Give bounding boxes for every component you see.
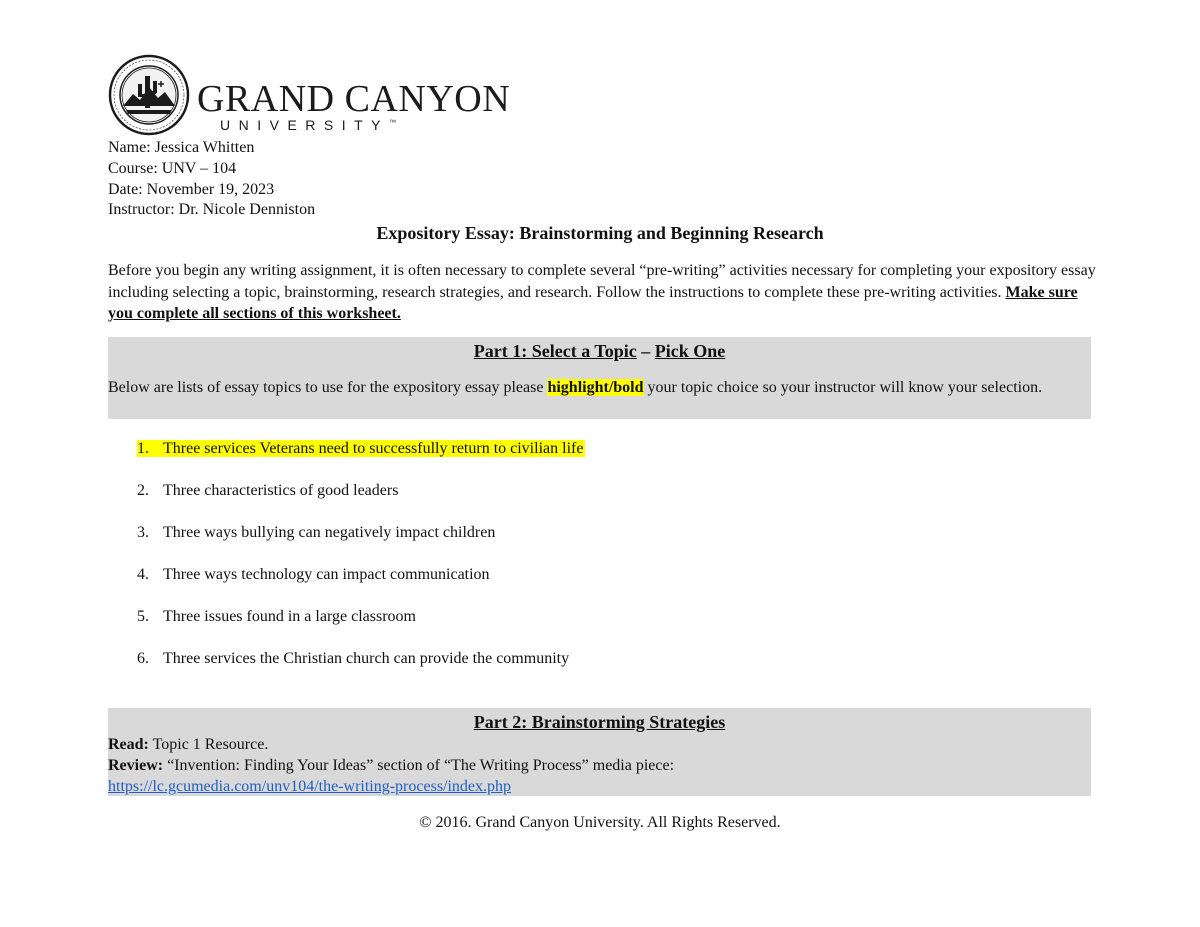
topic-text: Three characteristics of good leaders <box>163 482 399 499</box>
review-label: Review: <box>108 757 164 774</box>
review-text: “Invention: Finding Your Ideas” section of “The Writing Process” media piece: <box>163 757 675 774</box>
part2-section <box>108 708 1091 796</box>
topic-number: 2. <box>137 482 149 499</box>
topic-text: Three ways bullying can negatively impact children <box>163 524 496 541</box>
topic-list <box>137 438 585 690</box>
copyright-footer: © 2016. Grand Canyon University. All Rights Reserved. <box>419 814 781 831</box>
intro-text: Before you begin any writing assignment, it is often necessary to complete several “pre-writing” activities necessary for completing your expository essay including selecting a topic, brainstorming, research strategies, and research. Follow the instructions to complete these pre-writing activities. <box>108 262 1096 301</box>
part1-section <box>108 337 1091 419</box>
part1-heading-pick: Pick One <box>654 341 726 361</box>
date: Date: November 19, 2023 <box>108 180 275 198</box>
part2-heading <box>108 710 1091 734</box>
part1-description <box>108 377 1091 398</box>
part1-desc-before: Below are lists of essay topics to use for the expository essay please <box>108 379 548 396</box>
topic-item-3 <box>137 522 585 564</box>
part1-heading-sep: – <box>636 341 655 361</box>
topic-text: Three ways technology can impact communication <box>163 566 490 583</box>
topic-item-6 <box>137 648 585 690</box>
part1-heading-main: Part 1: Select a Topic <box>473 341 637 361</box>
topic-number: 1. <box>137 440 149 457</box>
writing-process-link[interactable]: https://lc.gcumedia.com/unv104/the-writing-process/index.php <box>108 778 512 795</box>
wordmark-title: GRAND CANYON <box>197 78 511 120</box>
part1-desc-highlight: highlight/bold <box>547 379 644 396</box>
document-title: Expository Essay: Brainstorming and Beginning Research <box>376 223 824 243</box>
topic-text: Three services the Christian church can provide the community <box>163 650 570 667</box>
topic-item-5 <box>137 606 585 648</box>
part1-heading <box>108 339 1091 363</box>
read-text: Topic 1 Resource. <box>148 736 269 753</box>
link-line <box>108 776 1091 797</box>
instructor: Instructor: Dr. Nicole Denniston <box>108 201 316 219</box>
gcu-seal-icon <box>108 54 190 136</box>
review-line <box>108 755 1091 776</box>
intro-emphasis: Make sure you complete all sections of this worksheet. <box>108 283 1078 322</box>
part2-heading-text: Part 2: Brainstorming Strategies <box>473 712 726 732</box>
student-name: Name: Jessica Whitten <box>108 139 255 156</box>
topic-number: 4. <box>137 566 149 583</box>
topic-item-4 <box>137 564 585 606</box>
topic-number: 5. <box>137 608 149 625</box>
topic-text: Three issues found in a large classroom <box>163 608 416 625</box>
intro-paragraph <box>108 260 1098 325</box>
topic-item-1 <box>137 438 585 480</box>
topic-number: 3. <box>137 524 149 541</box>
student-info <box>108 138 315 221</box>
course: Course: UNV – 104 <box>108 159 237 177</box>
part1-desc-after: your topic choice so your instructor will know your selection. <box>643 379 1043 396</box>
read-label: Read: <box>108 736 149 753</box>
topic-text: Three services Veterans need to successfully return to civilian life <box>163 440 584 457</box>
topic-number: 6. <box>137 650 149 667</box>
topic-item-2 <box>137 480 585 522</box>
wordmark-subtitle: UNIVERSITY™ <box>220 117 397 133</box>
gcu-logo <box>108 54 511 136</box>
read-line <box>108 734 1091 755</box>
